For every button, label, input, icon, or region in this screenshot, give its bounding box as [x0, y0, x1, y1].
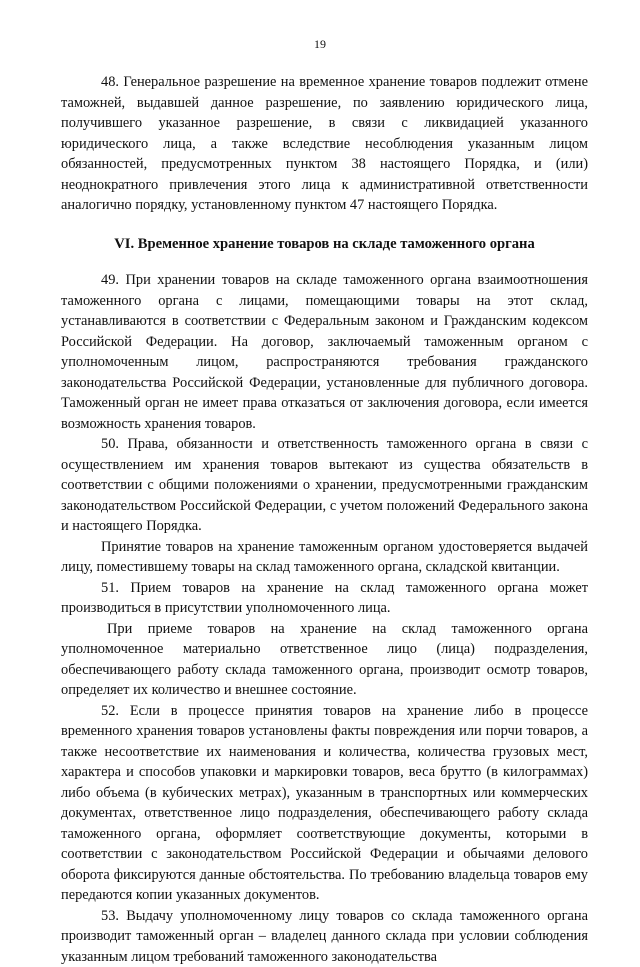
paragraph-receipt: Принятие товаров на хранение таможенным органом удостоверяется выдачей лицу, поместившему товары на склад таможенного органа, складской квитанции.	[61, 537, 588, 578]
paragraph-48: 48. Генеральное разрешение на временное хранение товаров подлежит отмене таможней, выдавшей данное разрешение, по заявлению юридического лица, получившего указанное разрешение, в связи с ликвидацией указанного юридического лица, а также вследствие несоблюдения указанным лицом обязанностей, предусмотренных пунктом 38 настоящего Порядка, и (или) неоднократного привлечения этого лица к административной ответственности аналогично порядку, установленному пунктом 47 настоящего Порядка.	[61, 72, 588, 216]
page-number: 19	[0, 37, 640, 51]
paragraph-52: 52. Если в процессе принятия товаров на хранение либо в процессе временного хранения товаров установлены факты повреждения или порчи товаров, а также несоответствие их наименования и количества, количества грузовых мест, характера и способов упаковки и маркировки товаров, веса брутто (в килограммах) либо объема (в кубических метрах), указанным в транспортных или коммерческих документах, ответственное лицо подразделения, обеспечивающего работу склада таможенного органа, оформляет соответствующие документы, которыми в соответствии с законодательством Российской Федерации и обычаями делового оборота фиксируются данные обстоятельства. По требованию владельца товаров ему передаются копии указанных документов.	[61, 701, 588, 906]
paragraph-50: 50. Права, обязанности и ответственность таможенного органа в связи с осуществлением им хранения товаров вытекают из существа обязательств в соответствии с общими положениями о хранении, предусмотренными гражданским законодательством Российской Федерации, с учетом положений Федерального закона и настоящего Порядка.	[61, 434, 588, 537]
paragraph-53: 53. Выдачу уполномоченному лицу товаров со склада таможенного органа производит таможенный орган – владелец данного склада при условии соблюдения указанным лицом требований таможенного законодательства	[61, 906, 588, 967]
document-body	[61, 72, 588, 967]
section-heading: VI. Временное хранение товаров на складе таможенного органа	[61, 234, 588, 255]
paragraph-49: 49. При хранении товаров на складе таможенного органа взаимоотношения таможенного органа с лицами, помещающими товары на этот склад, устанавливаются в соответствии с Федеральным законом и Гражданским кодексом Российской Федерации. На договор, заключаемый таможенным органом с уполномоченным лицом, распространяются требования гражданского законодательства Российской Федерации, установленные для публичного договора. Таможенный орган не имеет права отказаться от заключения договора, если имеется возможность хранения товаров.	[61, 270, 588, 434]
paragraph-acceptance: При приеме товаров на хранение на склад таможенного органа уполномоченное материально ответственное лицо (лица) подразделения, обеспечивающего работу склада таможенного органа, производит осмотр товаров, определяет их количество и внешнее состояние.	[61, 619, 588, 701]
paragraph-51: 51. Прием товаров на хранение на склад таможенного органа может производиться в присутствии уполномоченного лица.	[61, 578, 588, 619]
